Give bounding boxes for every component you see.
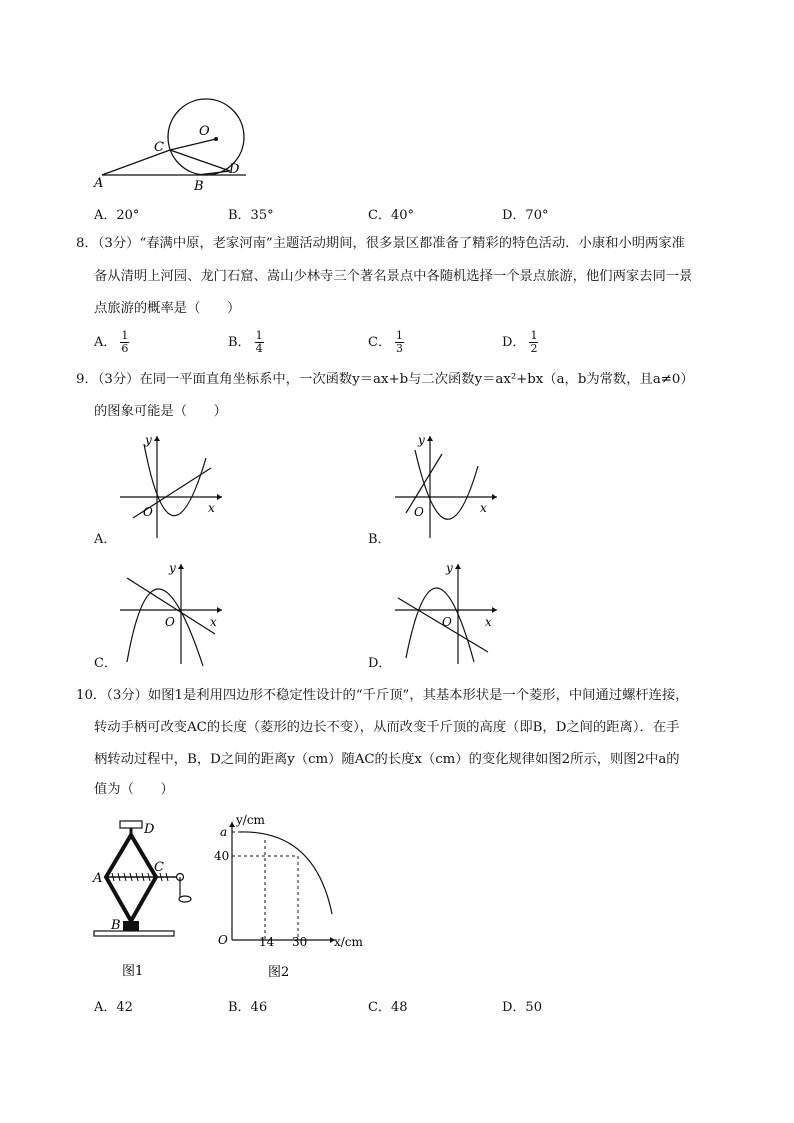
svg-text:x/cm: x/cm (334, 935, 363, 949)
svg-text:B: B (111, 918, 121, 933)
svg-text:O: O (442, 615, 452, 629)
svg-text:D: D (144, 822, 155, 837)
svg-text:x: x (485, 615, 492, 629)
svg-text:x: x (480, 501, 487, 515)
q8-line-2: 备从清明上河园、龙门石窟、嵩山少林寺三个著名景点中各随机选择一个景点旅游，他们两家去同一景 (94, 269, 693, 284)
svg-text:C: C (154, 860, 164, 875)
circle-figure (88, 95, 258, 195)
svg-text:O: O (414, 505, 424, 519)
svg-text:y/cm: y/cm (236, 813, 265, 827)
q10-line-3: 柄转动过程中，B，D之间的距离y（cm）随AC的长度x（cm）的变化规律如图2所示，则图2中a的 (94, 752, 680, 767)
q9-line-2: 的图象可能是（ ） (94, 404, 227, 419)
jack-figure (88, 815, 208, 987)
svg-text:y: y (418, 433, 425, 447)
svg-text:y: y (145, 433, 152, 447)
q9-graph-b (390, 430, 500, 540)
q8-option-d[interactable]: D． $\frac{1}{2}$ (502, 329, 538, 355)
q10-option-a[interactable]: A．42 (94, 1000, 133, 1015)
q9-option-b[interactable]: B． (368, 532, 391, 547)
q9-graph-a (115, 430, 225, 540)
q10-line-2: 转动手柄可改变AC的长度（菱形的边长不变），从而改变千斤顶的高度（即B，D之间的距离）．在手 (94, 720, 680, 735)
label-a: A (94, 176, 104, 191)
svg-text:40: 40 (214, 849, 230, 863)
q10-option-b[interactable]: B．46 (228, 1000, 268, 1015)
q8-line-3: 点旅游的概率是（ ） (94, 301, 241, 316)
svg-text:O: O (218, 933, 228, 947)
svg-text:14: 14 (259, 935, 275, 949)
q10-line-4: 值为（ ） (94, 782, 174, 797)
svg-text:y: y (169, 561, 176, 575)
fig1-caption: 图1 (122, 964, 144, 979)
q8-option-b[interactable]: B． $\frac{1}{4}$ (228, 329, 263, 355)
fig2-caption: 图2 (268, 965, 290, 980)
label-b: B (194, 179, 204, 194)
svg-text:O: O (143, 505, 153, 519)
q9-option-d[interactable]: D． (368, 656, 392, 671)
q9-option-c[interactable]: C． (94, 656, 117, 671)
label-d: D (229, 162, 240, 177)
svg-text:y: y (446, 561, 453, 575)
q10-line-1: 10．（3分）如图1是利用四边形不稳定性设计的“千斤顶”，其基本形状是一个菱形，中间通过螺杆连接， (76, 688, 689, 703)
q7-option-a[interactable]: A．20° (94, 208, 140, 223)
svg-text:x: x (208, 501, 215, 515)
q8-option-c[interactable]: C． $\frac{1}{3}$ (368, 329, 403, 355)
svg-text:O: O (165, 615, 175, 629)
svg-text:a: a (220, 825, 228, 839)
q9-option-a[interactable]: A． (94, 532, 117, 547)
q7-option-b[interactable]: B．35° (228, 208, 274, 223)
q9-line-1: 9．（3分）在同一平面直角坐标系中，一次函数y＝ax+b与二次函数y＝ax²+bx（a，b为常数，且a≠0） (76, 372, 694, 387)
q7-option-d[interactable]: D．70° (502, 208, 549, 223)
q7-option-c[interactable]: C．40° (368, 208, 414, 223)
q8-option-a[interactable]: A． $\frac{1}{6}$ (94, 329, 129, 355)
q8-line-1: 8．（3分）“春满中原，老家河南”主题活动期间，很多景区都准备了精彩的特色活动．小康和小明两家准 (76, 236, 685, 251)
svg-text:30: 30 (292, 935, 308, 949)
q10-option-c[interactable]: C．48 (368, 1000, 408, 1015)
label-o: O (199, 124, 210, 139)
q10-option-d[interactable]: D．50 (502, 1000, 542, 1015)
jack-graph (210, 810, 380, 987)
q9-graph-c (115, 558, 225, 668)
label-c: C (154, 140, 164, 155)
svg-text:x: x (210, 615, 217, 629)
q9-graph-d (390, 558, 500, 668)
svg-text:A: A (93, 871, 103, 886)
